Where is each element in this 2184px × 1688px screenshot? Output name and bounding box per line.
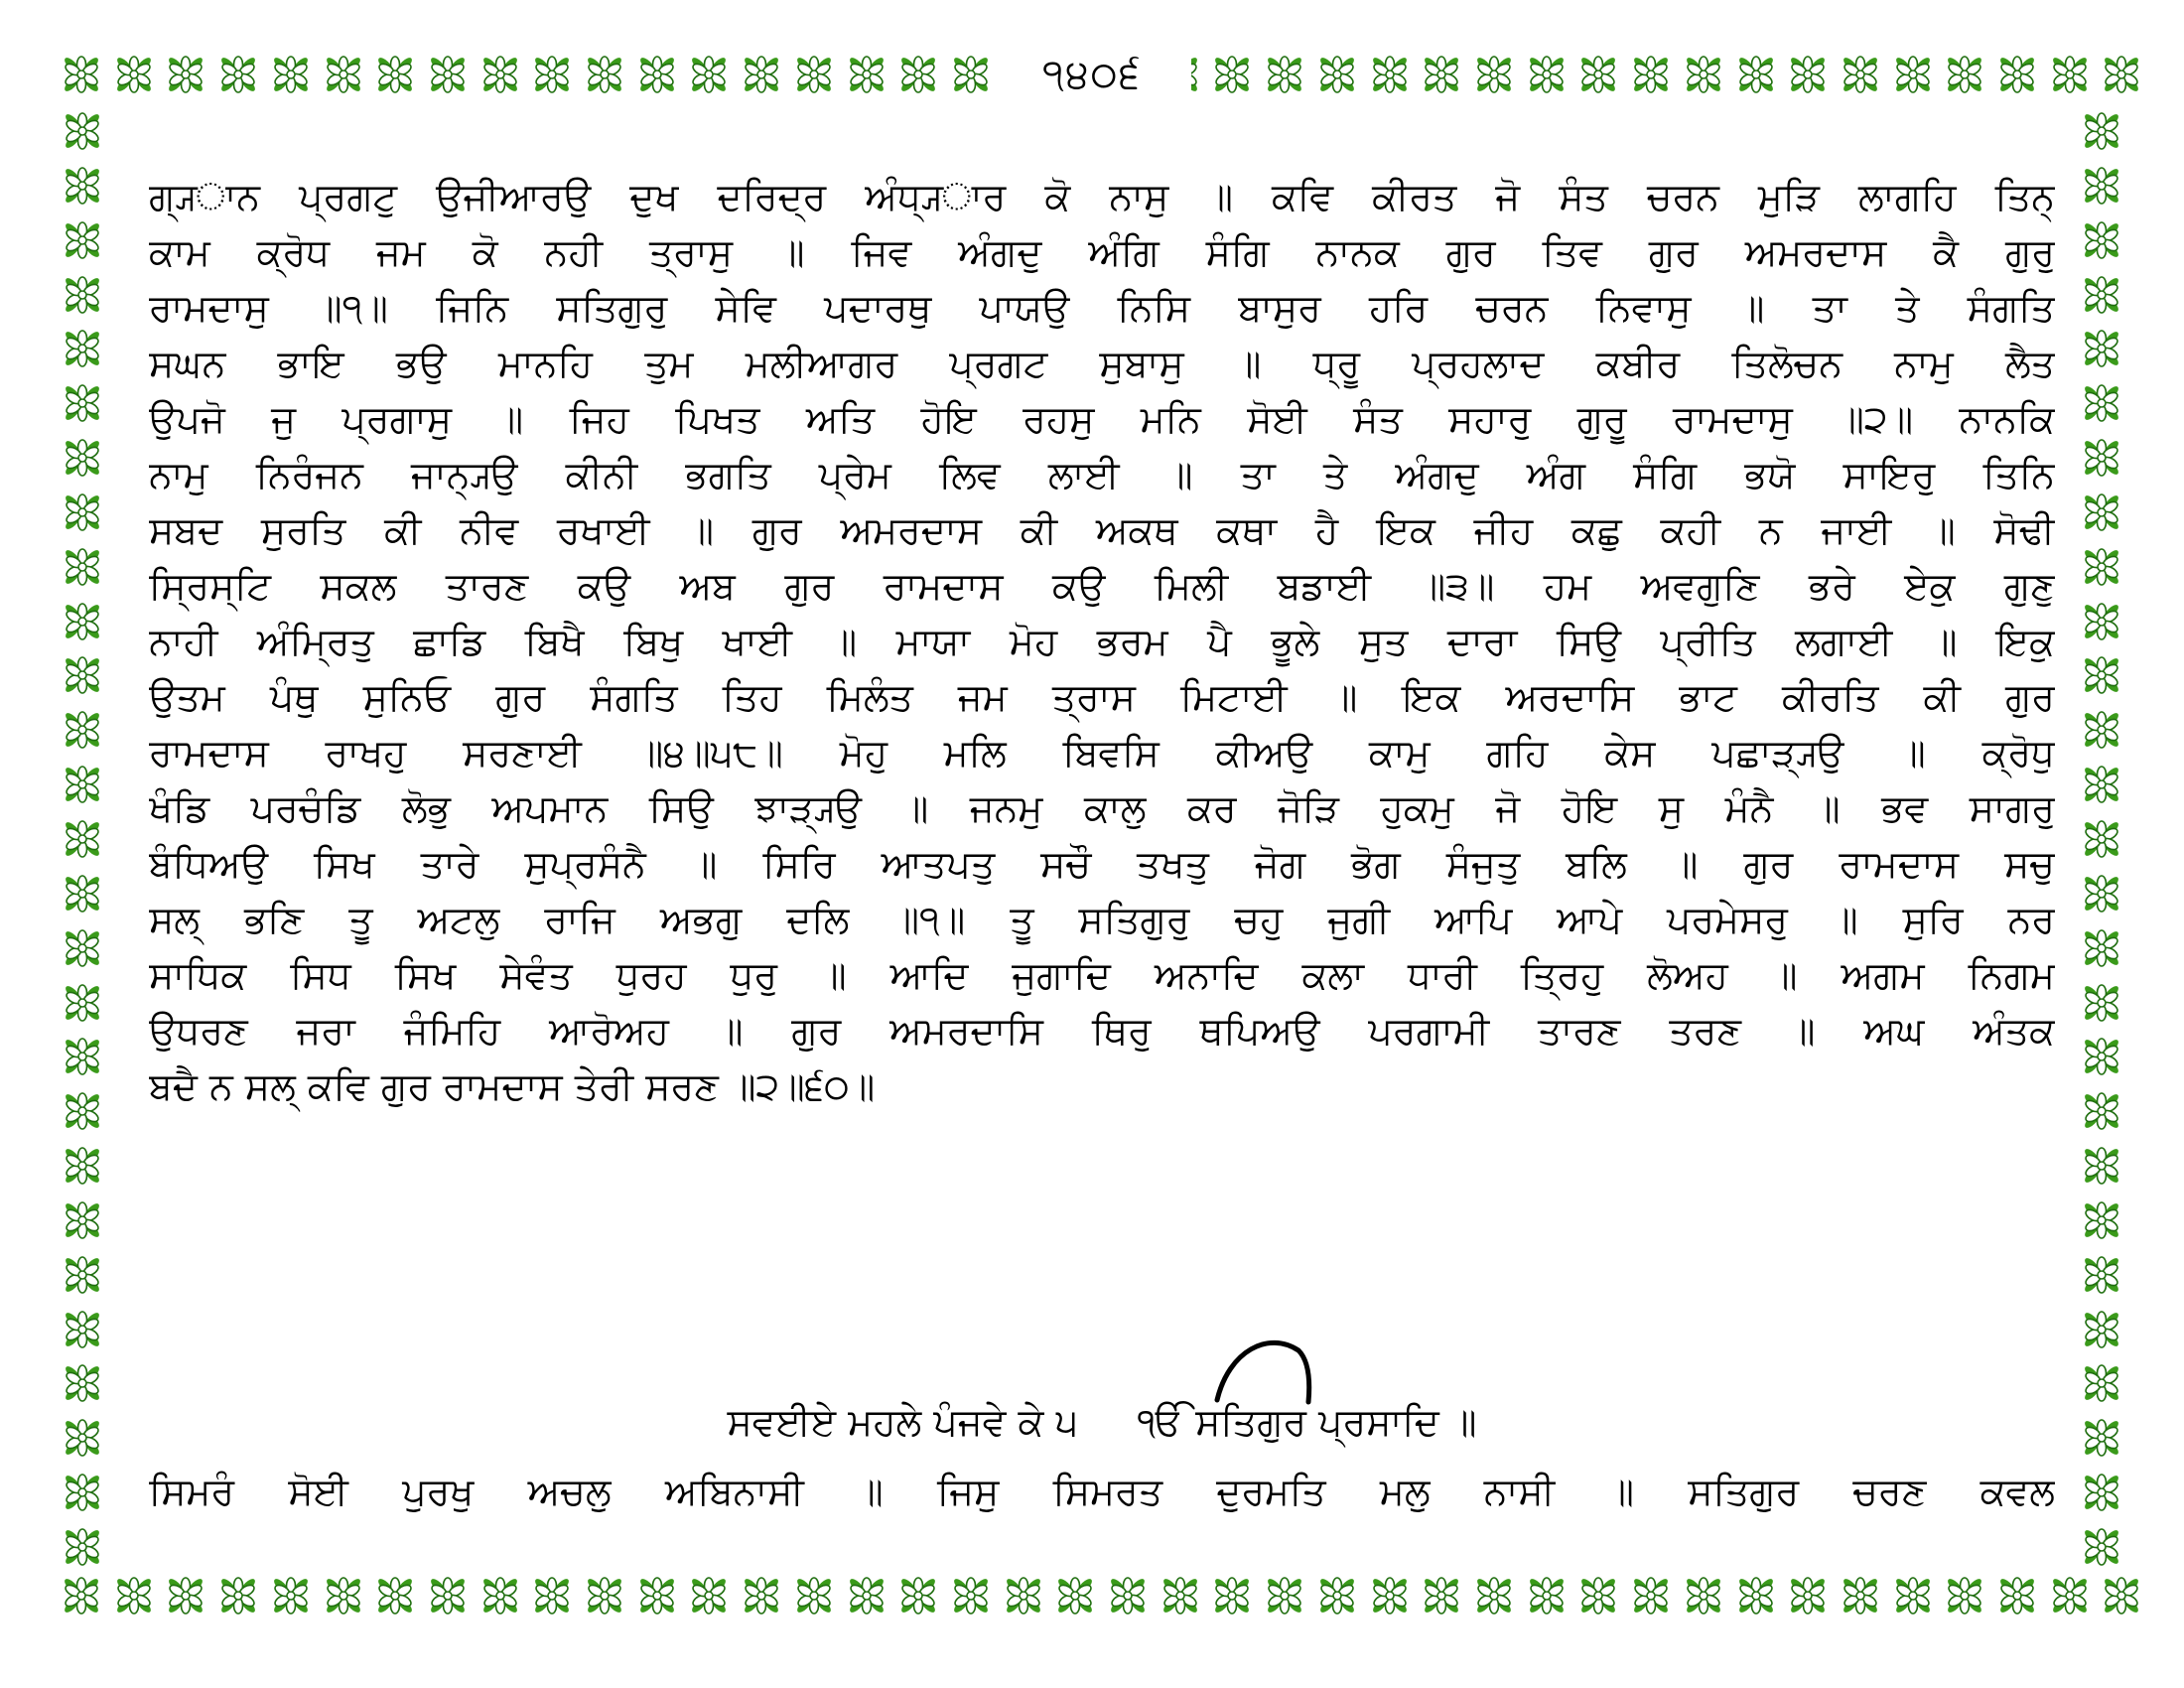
green-flower-icon: [1786, 1574, 1830, 1618]
green-flower-icon: [61, 1089, 104, 1133]
green-flower-icon: [61, 817, 104, 861]
green-flower-icon: [740, 1574, 783, 1618]
text-line: ਰਾਮਦਾਸ ਰਾਖਹੁ ਸਰਣਾਈ ॥੪॥੫੮॥ ਮੋਹੁ ਮਲਿ ਬਿਵਸਿ ਕੀਅਉ ਕਾਮੁ ਗਹਿ ਕੇਸ ਪਛਾੜ੍ਯ੍ਉ ॥ ਕ੍ਰੋਧੁ: [149, 731, 2055, 774]
green-flower-icon: [2080, 708, 2123, 752]
green-flower-icon: [2080, 981, 2123, 1025]
green-flower-icon: [583, 1574, 626, 1618]
green-flower-icon: [426, 53, 470, 96]
green-flower-icon: [1786, 53, 1830, 96]
green-flower-icon: [1943, 53, 1986, 96]
green-flower-icon: [61, 1525, 104, 1569]
green-flower-icon: [61, 436, 104, 480]
green-flower-icon: [61, 273, 104, 317]
green-flower-icon: [61, 1416, 104, 1460]
green-flower-icon: [635, 1574, 679, 1618]
text-line: ਨਾਹੀ ਅੰਮ੍ਰਿਤੁ ਛਾਡਿ ਬਿਖੈ ਬਿਖੁ ਖਾਈ ॥ ਮਾਯਾ ਮੋਹ ਭਰਮ ਪੈ ਭੂਲੇ ਸੁਤ ਦਾਰਾ ਸਿਉ ਪ੍ਰੀਤਿ ਲਗਾਈ ॥ ਇਕੁ: [149, 620, 2055, 663]
green-flower-icon: [1682, 53, 1725, 96]
green-flower-icon: [635, 53, 679, 96]
green-flower-icon: [1629, 53, 1673, 96]
green-flower-icon: [1263, 53, 1306, 96]
green-flower-icon: [896, 53, 940, 96]
scripture-text: [149, 169, 2055, 1114]
green-flower-icon: [1891, 1574, 1935, 1618]
green-flower-icon: [2048, 1574, 2092, 1618]
green-flower-icon: [2080, 491, 2123, 534]
green-flower-icon: [583, 53, 626, 96]
text-line: ਸਬਦ ਸੁਰਤਿ ਕੀ ਨੀਵ ਰਖਾਈ ॥ ਗੁਰ ਅਮਰਦਾਸ ਕੀ ਅਕਥ ਕਥਾ ਹੈ ਇਕ ਜੀਹ ਕਛੁ ਕਹੀ ਨ ਜਾਈ ॥ ਸੋਢੀ: [149, 508, 2055, 552]
green-flower-icon: [2080, 218, 2123, 262]
green-flower-icon: [1734, 1574, 1778, 1618]
green-flower-icon: [61, 381, 104, 425]
green-flower-icon: [322, 53, 365, 96]
page-number: ੧੪੦੬: [1042, 52, 1142, 97]
green-flower-icon: [845, 1574, 888, 1618]
green-flower-icon: [478, 53, 522, 96]
text-line: ਰਾਮਦਾਸੁ ॥੧॥ ਜਿਨਿ ਸਤਿਗੁਰੁ ਸੇਵਿ ਪਦਾਰਥੁ ਪਾਯਉ ਨਿਸਿ ਬਾਸੁਰ ਹਰਿ ਚਰਨ ਨਿਵਾਸੁ ॥ ਤਾ ਤੇ ਸੰਗਤਿ: [149, 286, 2055, 330]
green-flower-icon: [61, 708, 104, 752]
green-flower-icon: [373, 53, 417, 96]
text-line-last: ਸਿਮਰੰ ਸੋਈ ਪੁਰਖੁ ਅਚਲੁ ਅਬਿਨਾਸੀ ॥ ਜਿਸੁ ਸਿਮਰਤ ਦੁਰਮਤਿ ਮਲੁ ਨਾਸੀ ॥ ਸਤਿਗੁਰ ਚਰਣ ਕਵਲ: [149, 1470, 2055, 1513]
text-line: ਉਤਮ ਪੰਥੁ ਸੁਨਿਓ ਗੁਰ ਸੰਗਤਿ ਤਿਹ ਮਿਲੰਤ ਜਮ ਤ੍ਰਾਸ ਮਿਟਾਈ ॥ ਇਕ ਅਰਦਾਸਿ ਭਾਟ ਕੀਰਤਿ ਕੀ ਗੁਰ: [149, 675, 2055, 719]
green-flower-icon: [687, 53, 731, 96]
text-line: ਸਘਨ ਭਾਇ ਭਉ ਮਾਨਹਿ ਤੁਮ ਮਲੀਆਗਰ ਪ੍ਰਗਟ ਸੁਬਾਸੁ ॥ ਧ੍ਰੂ ਪ੍ਰਹਲਾਦ ਕਬੀਰ ਤਿਲੋਚਨ ਨਾਮੁ ਲੈਤ: [149, 342, 2055, 385]
text-line: ਸ੍ਰਿਸ੍ਟਿ ਸਕਲ ਤਾਰਣ ਕਉ ਅਬ ਗੁਰ ਰਾਮਦਾਸ ਕਉ ਮਿਲੀ ਬਡਾਈ ॥੩॥ ਹਮ ਅਵਗੁਣਿ ਭਰੇ ਏਕੁ ਗੁਣੁ: [149, 564, 2055, 608]
green-flower-icon: [426, 1574, 470, 1618]
green-flower-icon: [1839, 1574, 1882, 1618]
green-flower-icon: [61, 926, 104, 970]
green-flower-icon: [2080, 1198, 2123, 1242]
text-line: ਖੰਡਿ ਪਰਚੰਡਿ ਲੋਭੁ ਅਪਮਾਨ ਸਿਉ ਝਾੜ੍ਯ੍ਉ ॥ ਜਨਮੁ ਕਾਲੁ ਕਰ ਜੋੜਿ ਹੁਕਮੁ ਜੋ ਹੋਇ ਸੁ ਮੰਨੈ ॥ ਭਵ ਸਾਗਰੁ: [149, 786, 2055, 830]
green-flower-icon: [61, 491, 104, 534]
green-flower-icon: [2080, 1416, 2123, 1460]
green-flower-icon: [2080, 1089, 2123, 1133]
green-flower-icon: [1263, 1574, 1306, 1618]
left-flower-border: [58, 109, 107, 1569]
green-flower-icon: [269, 1574, 313, 1618]
green-flower-icon: [1210, 1574, 1254, 1618]
green-flower-icon: [1368, 53, 1412, 96]
green-flower-icon: [2080, 327, 2123, 370]
green-flower-icon: [2080, 817, 2123, 861]
green-flower-icon: [1682, 1574, 1725, 1618]
green-flower-icon: [61, 1035, 104, 1078]
green-flower-icon: [2080, 1035, 2123, 1078]
heading-invocation: ੴ ਸਤਿਗੁਰ ਪ੍ਰਸਾਦਿ ॥: [1137, 1400, 1477, 1444]
green-flower-icon: [792, 53, 836, 96]
green-flower-icon: [373, 1574, 417, 1618]
green-flower-icon: [61, 218, 104, 262]
green-flower-icon: [1210, 53, 1254, 96]
green-flower-icon: [1420, 53, 1463, 96]
bottom-flower-border: [60, 1571, 2144, 1620]
green-flower-icon: [2080, 1308, 2123, 1351]
green-flower-icon: [164, 53, 207, 96]
green-flower-icon: [2080, 1144, 2123, 1188]
green-flower-icon: [687, 1574, 731, 1618]
green-flower-icon: [2080, 600, 2123, 643]
green-flower-icon: [216, 1574, 260, 1618]
green-flower-icon: [740, 53, 783, 96]
green-flower-icon: [2080, 763, 2123, 806]
green-flower-icon: [61, 600, 104, 643]
green-flower-icon: [1995, 1574, 2039, 1618]
right-flower-border: [2077, 109, 2126, 1569]
green-flower-icon: [61, 1253, 104, 1297]
green-flower-icon: [60, 53, 103, 96]
green-flower-icon: [949, 1574, 993, 1618]
text-line: ਬਦੈ ਨ ਸਲ੍ ਕਵਿ ਗੁਰ ਰਾਮਦਾਸ ਤੇਰੀ ਸਰਣ ॥੨॥੬੦॥: [149, 1064, 876, 1108]
green-flower-icon: [61, 109, 104, 153]
green-flower-icon: [792, 1574, 836, 1618]
green-flower-icon: [1734, 53, 1778, 96]
green-flower-icon: [2080, 273, 2123, 317]
heading-title: ਸਵਈਏ ਮਹਲੇ ਪੰਜਵੇ ਕੇ ੫: [727, 1400, 1078, 1444]
green-flower-icon: [1995, 53, 2039, 96]
green-flower-icon: [2080, 164, 2123, 208]
green-flower-icon: [2080, 436, 2123, 480]
green-flower-icon: [61, 1144, 104, 1188]
green-flower-icon: [1315, 53, 1359, 96]
green-flower-icon: [61, 164, 104, 208]
green-flower-icon: [1420, 1574, 1463, 1618]
green-flower-icon: [1053, 1574, 1097, 1618]
green-flower-icon: [1002, 1574, 1045, 1618]
green-flower-icon: [1472, 1574, 1516, 1618]
green-flower-icon: [61, 1308, 104, 1351]
green-flower-icon: [61, 1198, 104, 1242]
green-flower-icon: [2048, 53, 2092, 96]
green-flower-icon: [2100, 1574, 2143, 1618]
green-flower-icon: [1472, 53, 1516, 96]
text-line: ਨਾਮੁ ਨਿਰੰਜਨ ਜਾਨ੍ਯ੍ਉ ਕੀਨੀ ਭਗਤਿ ਪ੍ਰੇਮ ਲਿਵ ਲਾਈ ॥ ਤਾ ਤੇ ਅੰਗਦੁ ਅੰਗ ਸੰਗਿ ਭਯੋ ਸਾਇਰੁ ਤਿਨਿ: [149, 453, 2055, 496]
green-flower-icon: [164, 1574, 207, 1618]
green-flower-icon: [60, 1574, 103, 1618]
green-flower-icon: [2080, 872, 2123, 915]
green-flower-icon: [1525, 53, 1569, 96]
green-flower-icon: [1576, 1574, 1620, 1618]
green-flower-icon: [1943, 1574, 1986, 1618]
green-flower-icon: [61, 545, 104, 589]
green-flower-icon: [2080, 1361, 2123, 1405]
page-number-box: [993, 44, 1191, 105]
green-flower-icon: [112, 53, 156, 96]
green-flower-icon: [530, 53, 574, 96]
text-line: ਸਾਧਿਕ ਸਿਧ ਸਿਖ ਸੇਵੰਤ ਧੁਰਹ ਧੁਰੁ ॥ ਆਦਿ ਜੁਗਾਦਿ ਅਨਾਦਿ ਕਲਾ ਧਾਰੀ ਤ੍ਰਿਹੁ ਲੋਅਹ ॥ ਅਗਮ ਨਿਗਮ: [149, 953, 2055, 997]
green-flower-icon: [530, 1574, 574, 1618]
text-line: ਉਪਜੋ ਜੁ ਪ੍ਰਗਾਸੁ ॥ ਜਿਹ ਪਿਖਤ ਅਤਿ ਹੋਇ ਰਹਸੁ ਮਨਿ ਸੋਈ ਸੰਤ ਸਹਾਰੁ ਗੁਰੂ ਰਾਮਦਾਸੁ ॥੨॥ ਨਾਨਕਿ: [149, 397, 2055, 441]
green-flower-icon: [61, 763, 104, 806]
green-flower-icon: [61, 1471, 104, 1514]
green-flower-icon: [61, 872, 104, 915]
green-flower-icon: [2080, 1471, 2123, 1514]
green-flower-icon: [61, 327, 104, 370]
green-flower-icon: [2080, 545, 2123, 589]
green-flower-icon: [1106, 1574, 1150, 1618]
green-flower-icon: [2080, 1525, 2123, 1569]
green-flower-icon: [1525, 1574, 1569, 1618]
text-line: ਸਲ੍ ਭਣਿ ਤੂ ਅਟਲੁ ਰਾਜਿ ਅਭਗੁ ਦਲਿ ॥੧॥ ਤੂ ਸਤਿਗੁਰੁ ਚਹੁ ਜੁਗੀ ਆਪਿ ਆਪੇ ਪਰਮੇਸਰੁ ॥ ਸੁਰਿ ਨਰ: [149, 898, 2055, 941]
green-flower-icon: [1315, 1574, 1359, 1618]
green-flower-icon: [216, 53, 260, 96]
green-flower-icon: [2080, 1253, 2123, 1297]
green-flower-icon: [1576, 53, 1620, 96]
green-flower-icon: [1368, 1574, 1412, 1618]
green-flower-icon: [1159, 1574, 1202, 1618]
green-flower-icon: [2100, 53, 2143, 96]
green-flower-icon: [845, 53, 888, 96]
text-line: ਕਾਮ ਕ੍ਰੋਧ ਜਮ ਕੋ ਨਹੀ ਤ੍ਰਾਸੁ ॥ ਜਿਵ ਅੰਗਦੁ ਅੰਗਿ ਸੰਗਿ ਨਾਨਕ ਗੁਰ ਤਿਵ ਗੁਰ ਅਮਰਦਾਸ ਕੈ ਗੁਰੁ: [149, 230, 2055, 274]
green-flower-icon: [112, 1574, 156, 1618]
text-line: ਗ੍ਯ੍ਾਨ ਪ੍ਰਗਟੁ ਉਜੀਆਰਉ ਦੁਖ ਦਰਿਦ੍ਰ ਅੰਧ੍ਯ੍ਾਰ ਕੋ ਨਾਸੁ ॥ ਕਵਿ ਕੀਰਤ ਜੋ ਸੰਤ ਚਰਨ ਮੁੜਿ ਲਾਗਹਿ ਤਿਨ੍: [149, 175, 2055, 218]
green-flower-icon: [1839, 53, 1882, 96]
green-flower-icon: [61, 981, 104, 1025]
text-line: ਉਧਰਣ ਜਰਾ ਜੰਮਿਹਿ ਆਰੋਅਹ ॥ ਗੁਰ ਅਮਰਦਾਸਿ ਥਿਰੁ ਥਪਿਅਉ ਪਰਗਾਮੀ ਤਾਰਣ ਤਰਣ ॥ ਅਘ ਅੰਤਕ: [149, 1009, 2055, 1053]
green-flower-icon: [2080, 926, 2123, 970]
green-flower-icon: [61, 653, 104, 697]
text-line: ਬੰਧਿਅਉ ਸਿਖ ਤਾਰੇ ਸੁਪ੍ਰਸੰਨੈ ॥ ਸਿਰਿ ਆਤਪਤੁ ਸਚੌ ਤਖਤੁ ਜੋਗ ਭੋਗ ਸੰਜੁਤੁ ਬਲਿ ॥ ਗੁਰ ਰਾਮਦਾਸ ਸਚੁ: [149, 842, 2055, 886]
green-flower-icon: [61, 1361, 104, 1405]
green-flower-icon: [2080, 381, 2123, 425]
green-flower-icon: [949, 53, 993, 96]
section-heading: [149, 1390, 2055, 1454]
green-flower-icon: [1891, 53, 1935, 96]
green-flower-icon: [269, 53, 313, 96]
green-flower-icon: [896, 1574, 940, 1618]
green-flower-icon: [1629, 1574, 1673, 1618]
green-flower-icon: [478, 1574, 522, 1618]
green-flower-icon: [322, 1574, 365, 1618]
green-flower-icon: [2080, 653, 2123, 697]
green-flower-icon: [2080, 109, 2123, 153]
